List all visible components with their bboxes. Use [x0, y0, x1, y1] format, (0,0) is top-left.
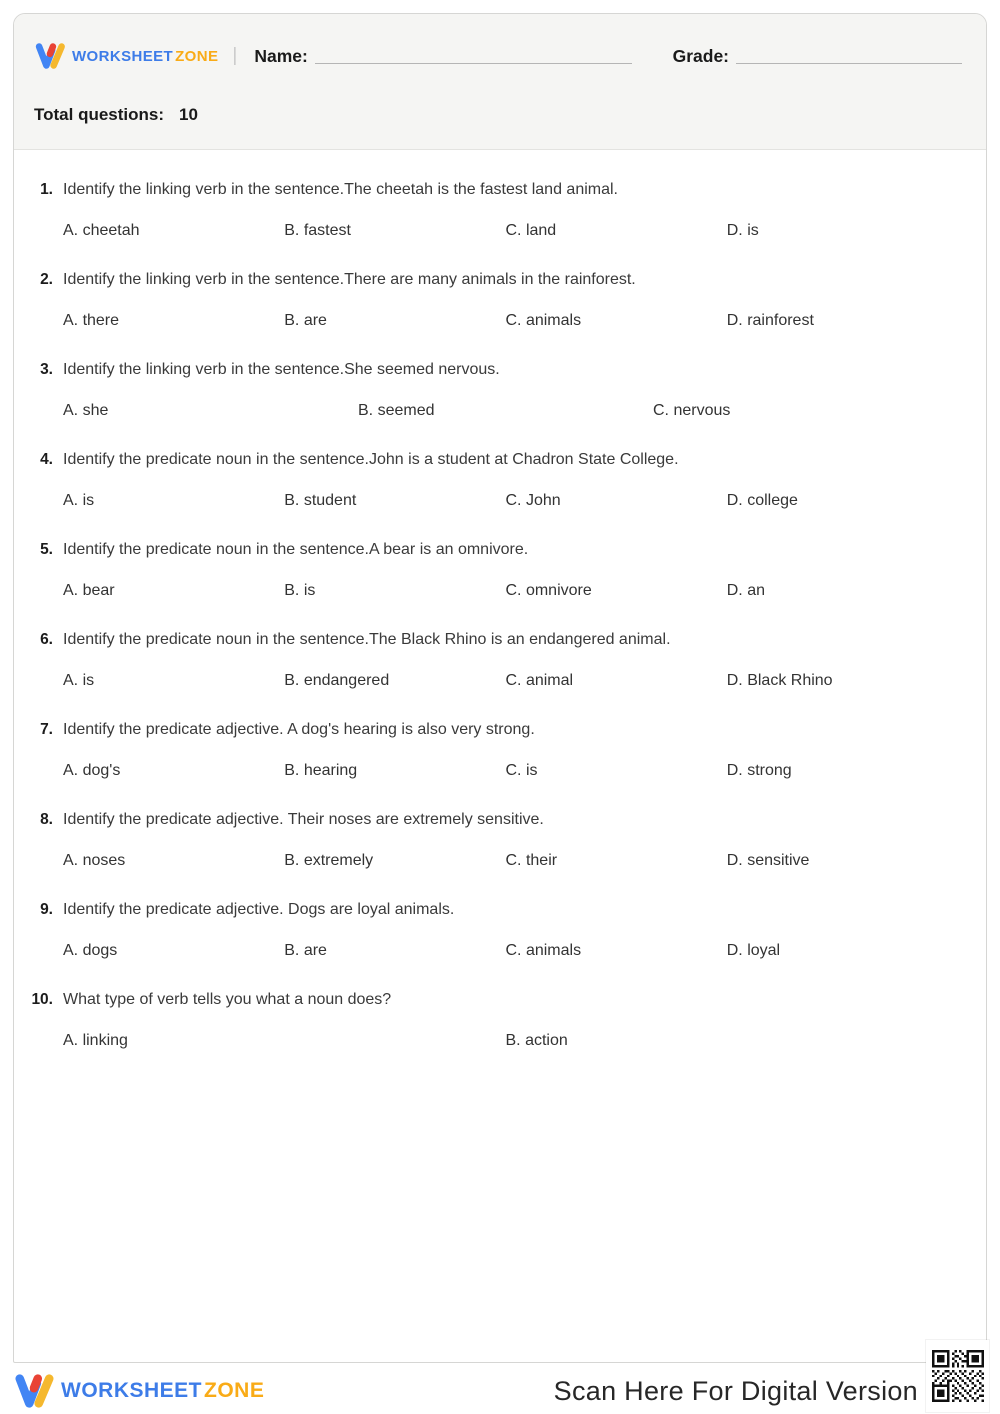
option-a: A. cheetah: [63, 222, 140, 239]
name-label: Name:: [254, 45, 308, 66]
option-d: D. loyal: [726, 942, 781, 959]
option-d: D. strong: [726, 762, 792, 779]
question-item-2: [40, 270, 948, 331]
question-item-3: [40, 360, 948, 421]
footer-worksheetzone-logo: [13, 1372, 264, 1410]
options-row: [63, 1031, 948, 1051]
option-c: C. animal: [505, 672, 574, 689]
option-b: B. are: [284, 312, 327, 329]
qr-code-box: [926, 1340, 989, 1412]
header-divider: |: [232, 45, 238, 66]
option-c: C. land: [505, 222, 557, 239]
option-d: D. sensitive: [726, 852, 810, 869]
options-row: [63, 941, 948, 961]
question-number: 4.: [40, 451, 53, 468]
worksheetzone-logo-text: [72, 48, 218, 65]
total-questions-row: [34, 105, 962, 125]
option-d: D. an: [726, 582, 765, 599]
options-row: [63, 221, 948, 241]
option-a: A. there: [63, 312, 120, 329]
option-c: C. John: [505, 492, 561, 509]
options-row: [63, 401, 948, 421]
option-c: C. animals: [505, 312, 582, 329]
question-item-9: [40, 900, 948, 961]
question-item-4: [40, 450, 948, 511]
question-number: 2.: [40, 271, 53, 288]
grade-label: Grade:: [672, 45, 729, 66]
option-c: C. is: [505, 762, 538, 779]
option-a: A. dog's: [63, 762, 121, 779]
question-text: Identify the linking verb in the sentence.There are many animals in the rainforest.: [63, 271, 636, 288]
header-row: [34, 36, 962, 76]
worksheet-header: [14, 14, 986, 150]
logo-text-worksheet: WORKSHEET: [72, 47, 174, 65]
option-b: B. extremely: [284, 852, 374, 869]
options-row: [63, 851, 948, 871]
footer-logo-text-zone: ZONE: [204, 1379, 265, 1402]
option-c: C. nervous: [653, 402, 731, 419]
option-a: A. bear: [63, 582, 115, 599]
question-item-7: [40, 720, 948, 781]
total-questions-label: Total questions:: [34, 105, 165, 124]
question-text: Identify the predicate adjective. A dog's hearing is also very strong.: [63, 721, 535, 738]
question-text: Identify the linking verb in the sentence.She seemed nervous.: [63, 361, 500, 378]
options-row: [63, 491, 948, 511]
footer-worksheetzone-logo-icon: [13, 1372, 55, 1410]
worksheetzone-logo: [34, 41, 218, 71]
option-d: D. Black Rhino: [726, 672, 833, 689]
options-row: [63, 311, 948, 331]
option-b: B. is: [284, 582, 316, 599]
option-c: C. animals: [505, 942, 582, 959]
option-b: B. action: [505, 1032, 568, 1049]
options-row: [63, 671, 948, 691]
question-number: 7.: [40, 721, 53, 738]
option-a: A. is: [63, 672, 95, 689]
option-c: C. their: [505, 852, 558, 869]
question-item-6: [40, 630, 948, 691]
option-a: A. she: [63, 402, 109, 419]
scan-here-text: Scan Here For Digital Version: [553, 1375, 918, 1406]
option-b: B. endangered: [284, 672, 390, 689]
question-item-8: [40, 810, 948, 871]
question-number: 8.: [40, 811, 53, 828]
option-b: B. seemed: [358, 402, 435, 419]
logo-text-zone: ZONE: [175, 47, 219, 65]
question-text: Identify the predicate adjective. Dogs are loyal animals.: [63, 901, 455, 918]
question-number: 10.: [31, 991, 53, 1008]
option-b: B. student: [284, 492, 357, 509]
name-write-line: [315, 48, 632, 64]
worksheetzone-logo-icon: [34, 41, 66, 71]
option-a: A. linking: [63, 1032, 128, 1049]
question-text: Identify the predicate noun in the sentence.John is a student at Chadron State College.: [63, 451, 679, 468]
page-footer: [13, 1368, 988, 1414]
option-d: D. is: [726, 222, 759, 239]
question-text: Identify the linking verb in the sentence.The cheetah is the fastest land animal.: [63, 181, 618, 198]
option-d: D. rainforest: [726, 312, 814, 329]
option-a: A. noses: [63, 852, 126, 869]
question-text: Identify the predicate noun in the sentence.The Black Rhino is an endangered animal.: [63, 631, 671, 648]
grade-write-line: [736, 48, 962, 64]
questions-list: [14, 150, 986, 1051]
question-number: 9.: [40, 901, 53, 918]
question-text: What type of verb tells you what a noun does?: [63, 991, 392, 1008]
question-number: 6.: [40, 631, 53, 648]
worksheet-card: [13, 13, 987, 1363]
footer-logo-text-worksheet: WORKSHEET: [61, 1379, 202, 1402]
options-row: [63, 581, 948, 601]
question-number: 1.: [40, 181, 53, 198]
option-a: A. is: [63, 492, 95, 509]
question-text: Identify the predicate noun in the sentence.A bear is an omnivore.: [63, 541, 529, 558]
option-d: D. college: [726, 492, 798, 509]
qr-code-icon: [932, 1348, 984, 1404]
option-b: B. are: [284, 942, 327, 959]
option-b: B. hearing: [284, 762, 358, 779]
option-a: A. dogs: [63, 942, 118, 959]
total-questions-value: 10: [179, 105, 198, 124]
question-item-5: [40, 540, 948, 601]
footer-logo-text: [61, 1379, 264, 1403]
option-b: B. fastest: [284, 222, 351, 239]
question-item-1: [40, 180, 948, 241]
question-text: Identify the predicate adjective. Their noses are extremely sensitive.: [63, 811, 544, 828]
question-item-10: [31, 990, 948, 1051]
options-row: [63, 761, 948, 781]
question-number: 5.: [40, 541, 53, 558]
option-c: C. omnivore: [505, 582, 592, 599]
question-number: 3.: [40, 361, 53, 378]
